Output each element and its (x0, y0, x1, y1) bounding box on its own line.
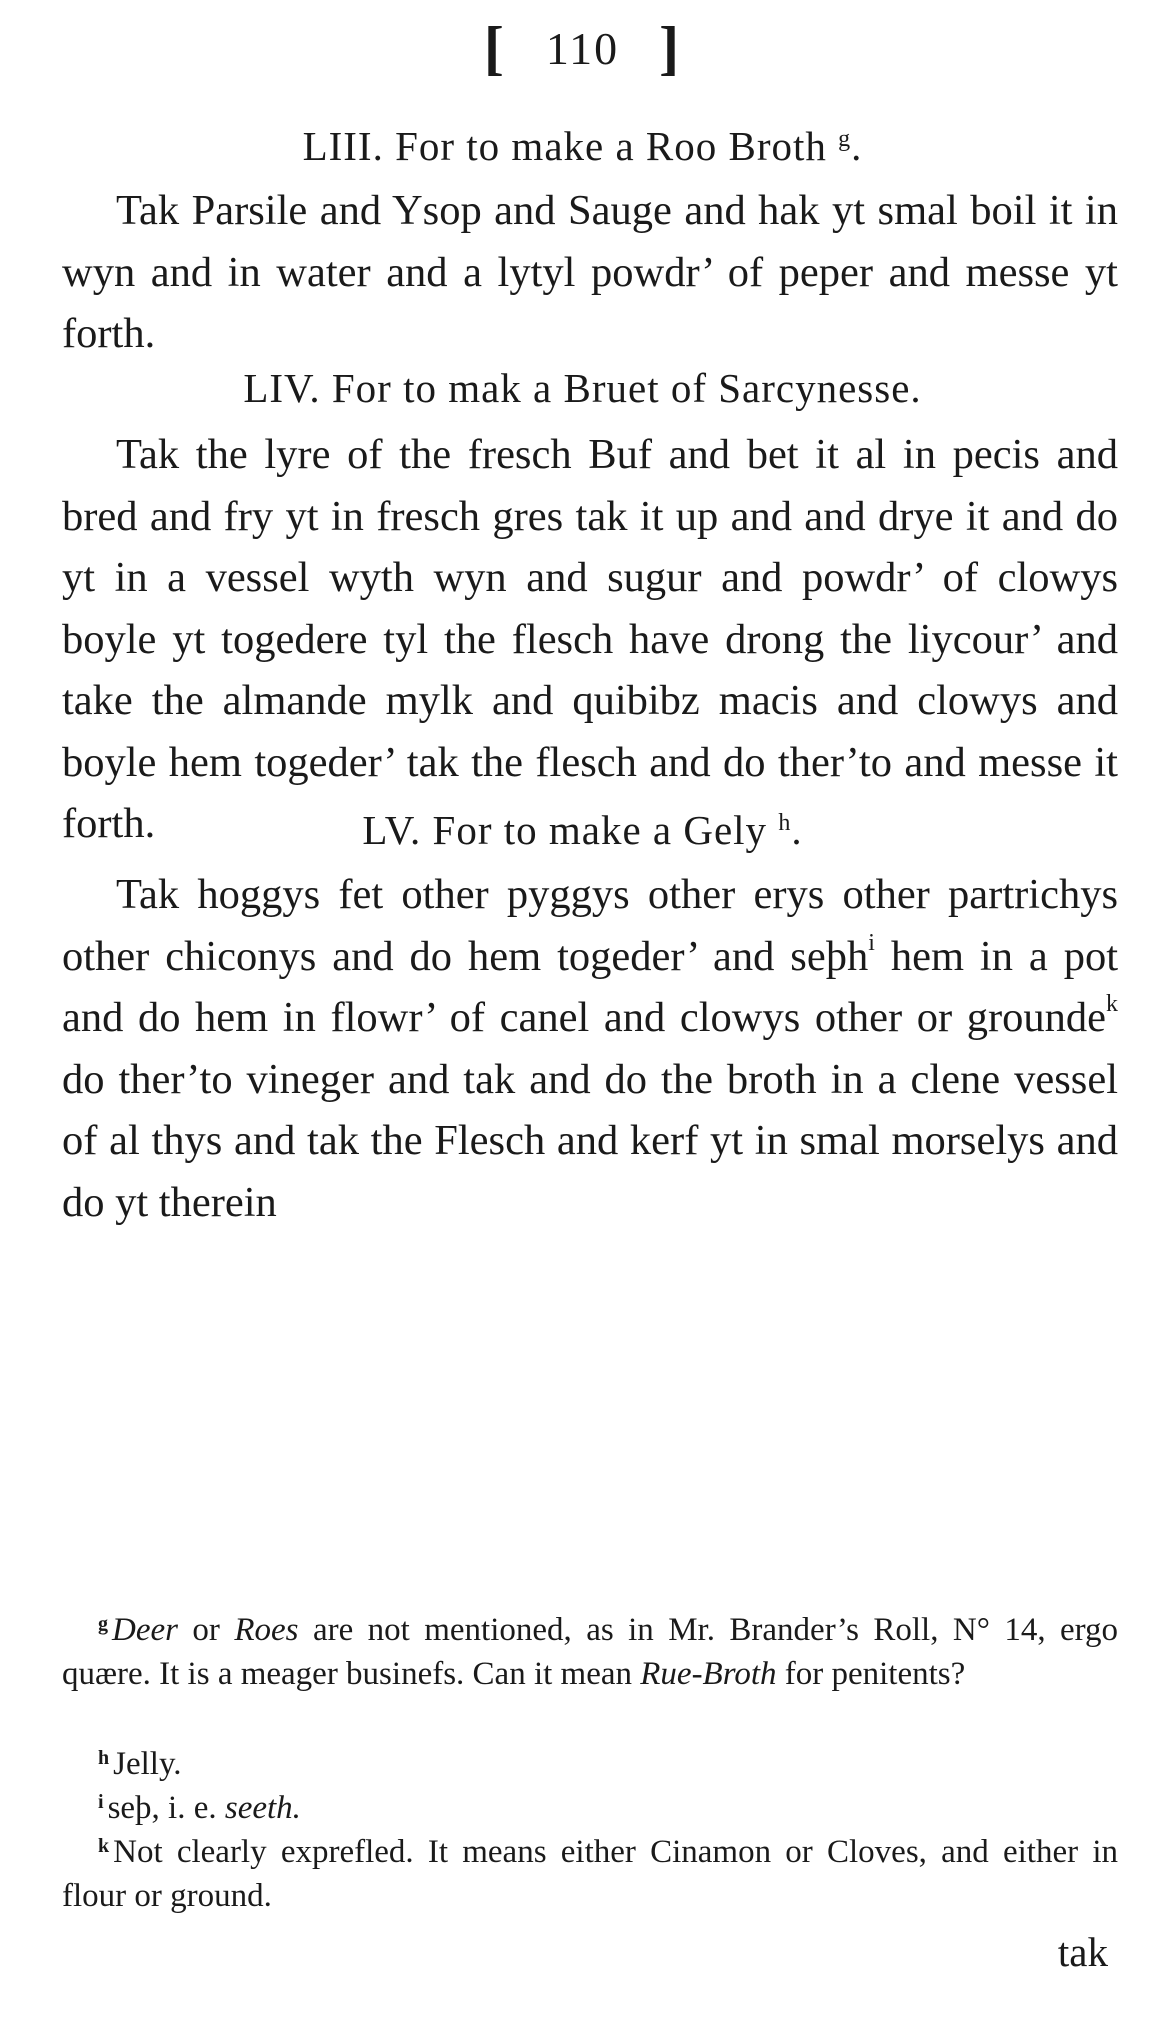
recipe-heading-lv: LV. For to make a Gely $^h$. (362, 807, 803, 853)
footnote-ref-g: g (838, 126, 852, 152)
footnote-ref-h: h (778, 810, 792, 836)
footnote-ref-k: k (1106, 991, 1118, 1017)
footnote-i: $^i$ seþ, i. e. seeth. (98, 1790, 301, 1826)
page-header (0, 14, 1165, 83)
footnote-h: $^h$ Jelly. (98, 1746, 182, 1782)
page-number: 110 (545, 23, 620, 74)
footnote-ref-i: i (868, 929, 875, 956)
recipe-text-lv: Tak hoggys fet other pyggys other erys other partrichys other chiconys and do hem togeder’ and seþh$^i$ hem in a pot and do hem in flowr’ of canel and clowys other or grounde$^k$ do ther’to vineger and tak and do the broth in a clene vessel of al thys and tak the Flesch and kerf yt in smal morselys and do yt therein (62, 871, 1119, 1226)
recipe-heading-liii: LIII. For to make a Roo Broth $^g$. (302, 123, 863, 169)
footnote-g: $^g$ Deer or Roes are not mentioned, as in Mr. Brander’s Roll, N° 14, ergo quære. It is a meager businefs. Can it mean Rue-Broth for penitents? (62, 1612, 1119, 1692)
recipe-text-liii: Tak Parsile and Ysop and Sauge and hak yt smal boil it in wyn and in water and a lytyl powdr’ of peper and messe yt forth. (62, 187, 1118, 357)
recipe-heading-liv: LIV. For to mak a Bruet of Sarcynesse. (243, 365, 922, 411)
footnote-k: $^k$ Not clearly exprefled. It means either Cinamon or Cloves, and either in flour or ground. (62, 1834, 1118, 1914)
recipe-text-liv: Tak the lyre of the fresch Buf and bet it al in pecis and bred and fry yt in fresch gres tak it up and and drye it and do yt in a vessel wyth wyn and sugur and powdr’ of clowys boyle yt togedere tyl the flesch have drong the liycour’ and take the almande mylk and quibibz macis and clowys and boyle hem togeder’ tak the flesch and do ther’to and messe it forth. (62, 431, 1118, 847)
left-bracket: [ (483, 15, 506, 81)
catchword: tak (1057, 1929, 1108, 1975)
right-bracket: ] (659, 15, 682, 81)
